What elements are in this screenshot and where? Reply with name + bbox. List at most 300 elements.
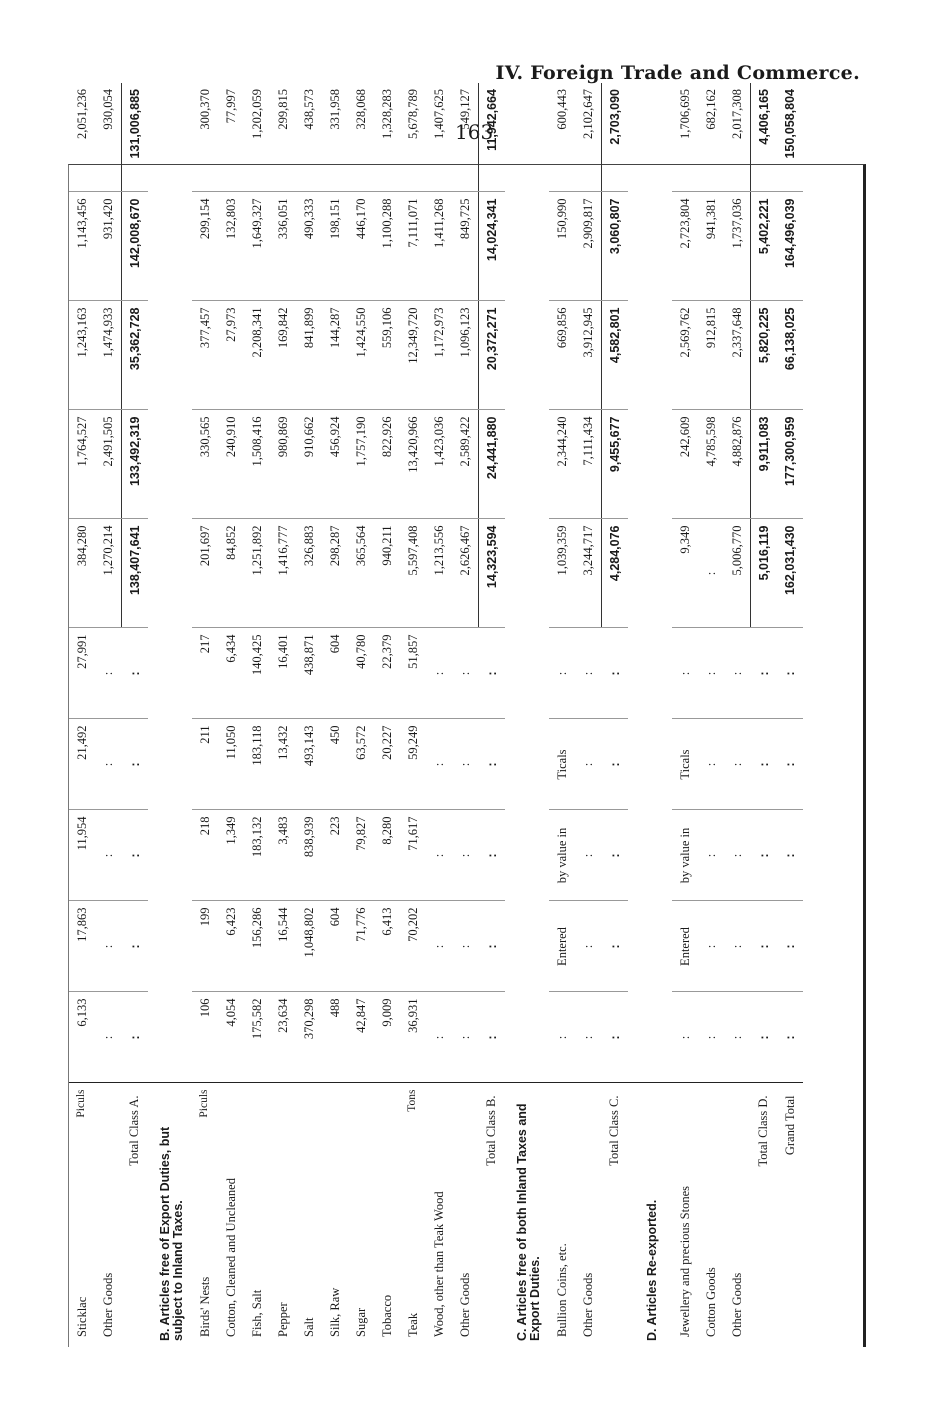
- quantity-cell: :: [751, 992, 778, 1083]
- value-cell: 930,054: [95, 83, 122, 192]
- quantity-cell: :: [672, 628, 698, 719]
- row-label-cell: [751, 1083, 778, 1347]
- table-row: [751, 83, 778, 1347]
- table-frame: [68, 89, 866, 1347]
- quantity-cell: :: [575, 901, 602, 992]
- value-cell: 2,703,090: [602, 83, 629, 192]
- quantity-cell: :: [479, 628, 506, 719]
- unit-label: Piculs: [197, 1089, 210, 1118]
- section-spacer: [505, 83, 549, 1083]
- value-cell: 2,723,804: [672, 192, 698, 301]
- quantity-cell: Entered: [549, 901, 575, 992]
- table-row: [698, 83, 724, 1347]
- value-cell: 1,172,973: [426, 301, 452, 410]
- quantity-cell: :: [698, 810, 724, 901]
- row-label-cell: [479, 1083, 506, 1347]
- page-number: 163: [455, 120, 494, 144]
- value-cell: 1,407,625: [426, 83, 452, 192]
- value-cell: 559,106: [374, 301, 400, 410]
- row-label-cell: [348, 1083, 374, 1347]
- quantity-cell: 21,492: [69, 719, 95, 810]
- row-label-cell: [602, 1083, 629, 1347]
- value-cell: 1,411,268: [426, 192, 452, 301]
- quantity-cell: 438,871: [296, 628, 322, 719]
- value-cell: 2,208,341: [244, 301, 270, 410]
- row-label-cell: [244, 1083, 270, 1347]
- row-label: Salt: [301, 1317, 316, 1337]
- unit-label: Piculs: [74, 1089, 87, 1118]
- quantity-cell: 175,582: [244, 992, 270, 1083]
- value-cell: 201,697: [192, 519, 218, 628]
- value-cell: 331,958: [322, 83, 348, 192]
- table-row: [575, 83, 602, 1347]
- value-cell: 150,990: [549, 192, 575, 301]
- value-cell: 1,039,359: [549, 519, 575, 628]
- value-cell: 169,842: [270, 301, 296, 410]
- quantity-cell: 604: [322, 628, 348, 719]
- value-cell: 669,856: [549, 301, 575, 410]
- quantity-cell: 11,954: [69, 810, 95, 901]
- quantity-cell: :: [724, 628, 751, 719]
- row-label: Birds' Nests: [197, 1276, 212, 1337]
- quantity-cell: :: [479, 901, 506, 992]
- quantity-cell: :: [95, 719, 122, 810]
- value-cell: 2,626,467: [452, 519, 479, 628]
- table-body: [69, 83, 803, 1347]
- table-row: [244, 83, 270, 1347]
- quantity-cell: :: [602, 628, 629, 719]
- quantity-cell: :: [575, 719, 602, 810]
- table-row: [400, 83, 426, 1347]
- quantity-cell: 488: [322, 992, 348, 1083]
- value-cell: 11,942,664: [479, 83, 506, 192]
- quantity-cell: :: [426, 992, 452, 1083]
- row-label-cell: [69, 1083, 95, 1347]
- value-cell: 1,706,695: [672, 83, 698, 192]
- quantity-cell: 450: [322, 719, 348, 810]
- quantity-cell: :: [426, 901, 452, 992]
- quantity-cell: :: [426, 628, 452, 719]
- value-cell: 446,170: [348, 192, 374, 301]
- quantity-cell: 6,434: [218, 628, 244, 719]
- value-cell: 132,803: [218, 192, 244, 301]
- section-spacer: [628, 83, 672, 1083]
- value-cell: 3,912,945: [575, 301, 602, 410]
- value-cell: 2,909,817: [575, 192, 602, 301]
- table-row: [374, 83, 400, 1347]
- table-row: [270, 83, 296, 1347]
- quantity-cell: 42,847: [348, 992, 374, 1083]
- quantity-cell: 223: [322, 810, 348, 901]
- quantity-cell: 36,931: [400, 992, 426, 1083]
- running-header: IV. Foreign Trade and Commerce.: [495, 62, 860, 84]
- value-cell: 142,008,670: [122, 192, 149, 301]
- value-cell: 2,337,648: [724, 301, 751, 410]
- row-label: Jewellery and precious Stones: [677, 1185, 692, 1337]
- quantity-cell: 16,401: [270, 628, 296, 719]
- value-cell: 328,068: [348, 83, 374, 192]
- quantity-cell: :: [777, 628, 803, 719]
- value-cell: 2,589,422: [452, 410, 479, 519]
- value-cell: 336,051: [270, 192, 296, 301]
- quantity-cell: 493,143: [296, 719, 322, 810]
- table-row: [218, 83, 244, 1347]
- value-cell: 490,333: [296, 192, 322, 301]
- value-cell: 299,154: [192, 192, 218, 301]
- quantity-cell: :: [575, 992, 602, 1083]
- quantity-cell: 40,780: [348, 628, 374, 719]
- quantity-cell: :: [452, 992, 479, 1083]
- quantity-cell: :: [724, 719, 751, 810]
- value-cell: 1,423,036: [426, 410, 452, 519]
- value-cell: 35,362,728: [122, 301, 149, 410]
- value-cell: 384,280: [69, 519, 95, 628]
- quantity-cell: 16,544: [270, 901, 296, 992]
- row-label: Pepper: [275, 1302, 290, 1337]
- table-row: [724, 83, 751, 1347]
- quantity-cell: :: [575, 810, 602, 901]
- quantity-cell: :: [698, 719, 724, 810]
- value-cell: 133,492,319: [122, 410, 149, 519]
- table-row: [672, 83, 698, 1347]
- quantity-cell: :: [452, 810, 479, 901]
- trade-table: [69, 83, 803, 1347]
- section-heading: D. Articles Re-exported.: [628, 1083, 672, 1347]
- section-heading: C. Articles free of both Inland Taxes and Export Duties.: [505, 1083, 549, 1347]
- row-label: Silk, Raw: [327, 1287, 342, 1337]
- value-cell: 4,882,876: [724, 410, 751, 519]
- value-cell: 300,370: [192, 83, 218, 192]
- section-spacer: [148, 83, 192, 1083]
- value-cell: 177,300,959: [777, 410, 803, 519]
- value-cell: 7,111,434: [575, 410, 602, 519]
- quantity-cell: :: [724, 810, 751, 901]
- unit-label: Tons: [405, 1089, 418, 1112]
- quantity-cell: 13,432: [270, 719, 296, 810]
- quantity-cell: :: [479, 810, 506, 901]
- value-cell: 1,270,214: [95, 519, 122, 628]
- quantity-cell: 183,118: [244, 719, 270, 810]
- value-cell: 14,024,341: [479, 192, 506, 301]
- quantity-cell: :: [549, 628, 575, 719]
- quantity-cell: 9,009: [374, 992, 400, 1083]
- section-heading-row: [628, 83, 672, 1347]
- row-label: Fish, Salt: [249, 1289, 264, 1337]
- value-cell: 326,883: [296, 519, 322, 628]
- section-heading-row: [148, 83, 192, 1347]
- quantity-cell: :: [777, 810, 803, 901]
- value-cell: 4,785,598: [698, 410, 724, 519]
- value-cell: 1,737,036: [724, 192, 751, 301]
- row-label: Teak: [405, 1312, 420, 1337]
- value-cell: 1,416,777: [270, 519, 296, 628]
- quantity-cell: 156,286: [244, 901, 270, 992]
- value-cell: 5,402,221: [751, 192, 778, 301]
- value-cell: 549,127: [452, 83, 479, 192]
- value-cell: 1,508,416: [244, 410, 270, 519]
- quantity-cell: :: [602, 719, 629, 810]
- value-cell: 5,820,225: [751, 301, 778, 410]
- quantity-cell: :: [479, 719, 506, 810]
- quantity-cell: :: [122, 719, 149, 810]
- quantity-cell: :: [426, 719, 452, 810]
- quantity-cell: 199: [192, 901, 218, 992]
- value-cell: 849,725: [452, 192, 479, 301]
- row-label: Sticklac: [74, 1296, 89, 1337]
- quantity-cell: :: [698, 628, 724, 719]
- row-label: Other Goods: [580, 1272, 595, 1337]
- value-cell: 14,323,594: [479, 519, 506, 628]
- value-cell: 1,328,283: [374, 83, 400, 192]
- quantity-cell: 20,227: [374, 719, 400, 810]
- quantity-cell: :: [122, 992, 149, 1083]
- value-cell: 9,911,083: [751, 410, 778, 519]
- value-cell: 910,662: [296, 410, 322, 519]
- value-cell: 330,565: [192, 410, 218, 519]
- row-label-cell: [452, 1083, 479, 1347]
- value-cell: 841,899: [296, 301, 322, 410]
- quantity-cell: 183,132: [244, 810, 270, 901]
- value-cell: 77,997: [218, 83, 244, 192]
- quantity-cell: 140,425: [244, 628, 270, 719]
- table-row: [95, 83, 122, 1347]
- value-cell: 682,162: [698, 83, 724, 192]
- row-label-cell: [400, 1083, 426, 1347]
- section-heading: B. Articles free of Export Duties, but subject to Inland Taxes.: [148, 1083, 192, 1347]
- quantity-cell: :: [479, 992, 506, 1083]
- row-label: Grand Total: [782, 1095, 797, 1156]
- value-cell: 4,284,076: [602, 519, 629, 628]
- row-label-cell: [296, 1083, 322, 1347]
- value-cell: 9,349: [672, 519, 698, 628]
- value-cell: 12,349,720: [400, 301, 426, 410]
- value-cell: 2,344,240: [549, 410, 575, 519]
- quantity-cell: 70,202: [400, 901, 426, 992]
- table-row: [479, 83, 506, 1347]
- table-row: [777, 83, 803, 1347]
- value-cell: 941,381: [698, 192, 724, 301]
- quantity-cell: 22,379: [374, 628, 400, 719]
- row-label-cell: [549, 1083, 575, 1347]
- quantity-cell: 79,827: [348, 810, 374, 901]
- row-label-cell: [192, 1083, 218, 1347]
- value-cell: 3,244,717: [575, 519, 602, 628]
- quantity-cell: :: [549, 992, 575, 1083]
- value-cell: 365,564: [348, 519, 374, 628]
- value-cell: 242,609: [672, 410, 698, 519]
- row-label: Total Class B.: [484, 1095, 499, 1166]
- value-cell: 1,096,123: [452, 301, 479, 410]
- quantity-cell: 63,572: [348, 719, 374, 810]
- value-cell: 1,251,892: [244, 519, 270, 628]
- value-cell: 377,457: [192, 301, 218, 410]
- table-row: [452, 83, 479, 1347]
- value-cell: 1,243,163: [69, 301, 95, 410]
- value-cell: 298,287: [322, 519, 348, 628]
- quantity-cell: 51,857: [400, 628, 426, 719]
- quantity-cell: Ticals: [549, 719, 575, 810]
- value-cell: 912,815: [698, 301, 724, 410]
- value-cell: 240,910: [218, 410, 244, 519]
- quantity-cell: :: [724, 992, 751, 1083]
- quantity-cell: 8,280: [374, 810, 400, 901]
- quantity-cell: 604: [322, 901, 348, 992]
- quantity-cell: :: [452, 628, 479, 719]
- value-cell: 7,111,071: [400, 192, 426, 301]
- value-cell: 4,406,165: [751, 83, 778, 192]
- row-label: Cotton Goods: [703, 1267, 718, 1337]
- row-label: Sugar: [353, 1307, 368, 1337]
- row-label-cell: [374, 1083, 400, 1347]
- value-cell: 144,287: [322, 301, 348, 410]
- value-cell: 822,926: [374, 410, 400, 519]
- quantity-cell: :: [602, 901, 629, 992]
- value-cell: 2,491,505: [95, 410, 122, 519]
- section-heading-row: [505, 83, 549, 1347]
- quantity-cell: 4,054: [218, 992, 244, 1083]
- value-cell: 1,764,527: [69, 410, 95, 519]
- quantity-cell: 211: [192, 719, 218, 810]
- quantity-cell: 6,423: [218, 901, 244, 992]
- value-cell: 2,017,308: [724, 83, 751, 192]
- quantity-cell: 1,048,802: [296, 901, 322, 992]
- quantity-cell: 370,298: [296, 992, 322, 1083]
- row-label-cell: [724, 1083, 751, 1347]
- value-cell: 24,441,880: [479, 410, 506, 519]
- value-cell: 9,455,677: [602, 410, 629, 519]
- row-label-cell: [698, 1083, 724, 1347]
- value-cell: 138,407,641: [122, 519, 149, 628]
- quantity-cell: :: [751, 628, 778, 719]
- quantity-cell: :: [95, 810, 122, 901]
- row-label-cell: [218, 1083, 244, 1347]
- quantity-cell: 71,776: [348, 901, 374, 992]
- quantity-cell: :: [751, 901, 778, 992]
- quantity-cell: 11,050: [218, 719, 244, 810]
- value-cell: 150,058,804: [777, 83, 803, 192]
- value-cell: 1,649,327: [244, 192, 270, 301]
- value-cell: 1,757,190: [348, 410, 374, 519]
- quantity-cell: :: [122, 628, 149, 719]
- value-cell: 20,372,271: [479, 301, 506, 410]
- quantity-cell: :: [452, 719, 479, 810]
- value-cell: 299,815: [270, 83, 296, 192]
- row-label: Other Goods: [100, 1272, 115, 1337]
- table-row: [69, 83, 95, 1347]
- value-cell: 5,678,789: [400, 83, 426, 192]
- table-row: [122, 83, 149, 1347]
- value-cell: 164,496,039: [777, 192, 803, 301]
- row-label-cell: [426, 1083, 452, 1347]
- quantity-cell: 59,249: [400, 719, 426, 810]
- quantity-cell: 838,939: [296, 810, 322, 901]
- value-cell: :: [698, 519, 724, 628]
- value-cell: 5,597,408: [400, 519, 426, 628]
- rotated-table-wrapper: [69, 89, 863, 1347]
- quantity-cell: :: [95, 992, 122, 1083]
- value-cell: 2,051,236: [69, 83, 95, 192]
- quantity-cell: 6,413: [374, 901, 400, 992]
- row-label-cell: [672, 1083, 698, 1347]
- value-cell: 1,474,933: [95, 301, 122, 410]
- quantity-cell: 106: [192, 992, 218, 1083]
- quantity-cell: :: [602, 992, 629, 1083]
- quantity-cell: 1,349: [218, 810, 244, 901]
- table-row: [296, 83, 322, 1347]
- value-cell: 2,569,762: [672, 301, 698, 410]
- value-cell: 5,006,770: [724, 519, 751, 628]
- row-label: Wood, other than Teak Wood: [431, 1191, 446, 1337]
- value-cell: 1,202,059: [244, 83, 270, 192]
- row-label: Total Class A.: [127, 1095, 142, 1166]
- quantity-cell: :: [777, 719, 803, 810]
- value-cell: 84,852: [218, 519, 244, 628]
- value-cell: 980,869: [270, 410, 296, 519]
- row-label-cell: [270, 1083, 296, 1347]
- quantity-cell: :: [698, 992, 724, 1083]
- value-cell: 940,211: [374, 519, 400, 628]
- row-label: Other Goods: [729, 1272, 744, 1337]
- row-label: Cotton, Cleaned and Uncleaned: [223, 1178, 238, 1337]
- quantity-cell: 218: [192, 810, 218, 901]
- quantity-cell: 6,133: [69, 992, 95, 1083]
- value-cell: 4,582,801: [602, 301, 629, 410]
- quantity-cell: 3,483: [270, 810, 296, 901]
- quantity-cell: :: [777, 901, 803, 992]
- quantity-cell: :: [777, 992, 803, 1083]
- table-row: [549, 83, 575, 1347]
- quantity-cell: Entered: [672, 901, 698, 992]
- row-label: Total Class D.: [756, 1095, 771, 1167]
- quantity-cell: 217: [192, 628, 218, 719]
- quantity-cell: :: [751, 719, 778, 810]
- row-label-cell: [322, 1083, 348, 1347]
- value-cell: 66,138,025: [777, 301, 803, 410]
- quantity-cell: :: [751, 810, 778, 901]
- value-cell: 1,100,288: [374, 192, 400, 301]
- value-cell: 1,143,456: [69, 192, 95, 301]
- value-cell: 131,006,885: [122, 83, 149, 192]
- quantity-cell: :: [698, 901, 724, 992]
- table-row: [602, 83, 629, 1347]
- row-label: Bullion Coins, etc.: [554, 1243, 569, 1337]
- quantity-cell: 71,617: [400, 810, 426, 901]
- quantity-cell: 23,634: [270, 992, 296, 1083]
- table-row: [348, 83, 374, 1347]
- quantity-cell: :: [122, 901, 149, 992]
- quantity-cell: :: [95, 901, 122, 992]
- row-label: Total Class C.: [607, 1095, 622, 1166]
- quantity-cell: :: [95, 628, 122, 719]
- value-cell: 5,016,119: [751, 519, 778, 628]
- quantity-cell: 27,991: [69, 628, 95, 719]
- quantity-cell: by value in: [672, 810, 698, 901]
- quantity-cell: :: [575, 628, 602, 719]
- quantity-cell: :: [122, 810, 149, 901]
- value-cell: 3,060,807: [602, 192, 629, 301]
- value-cell: 438,573: [296, 83, 322, 192]
- quantity-cell: :: [602, 810, 629, 901]
- value-cell: 27,973: [218, 301, 244, 410]
- quantity-cell: :: [724, 901, 751, 992]
- row-label-cell: [122, 1083, 149, 1347]
- quantity-cell: :: [426, 810, 452, 901]
- table-row: [322, 83, 348, 1347]
- value-cell: 1,424,550: [348, 301, 374, 410]
- quantity-cell: Ticals: [672, 719, 698, 810]
- value-cell: 162,031,430: [777, 519, 803, 628]
- table-row: [426, 83, 452, 1347]
